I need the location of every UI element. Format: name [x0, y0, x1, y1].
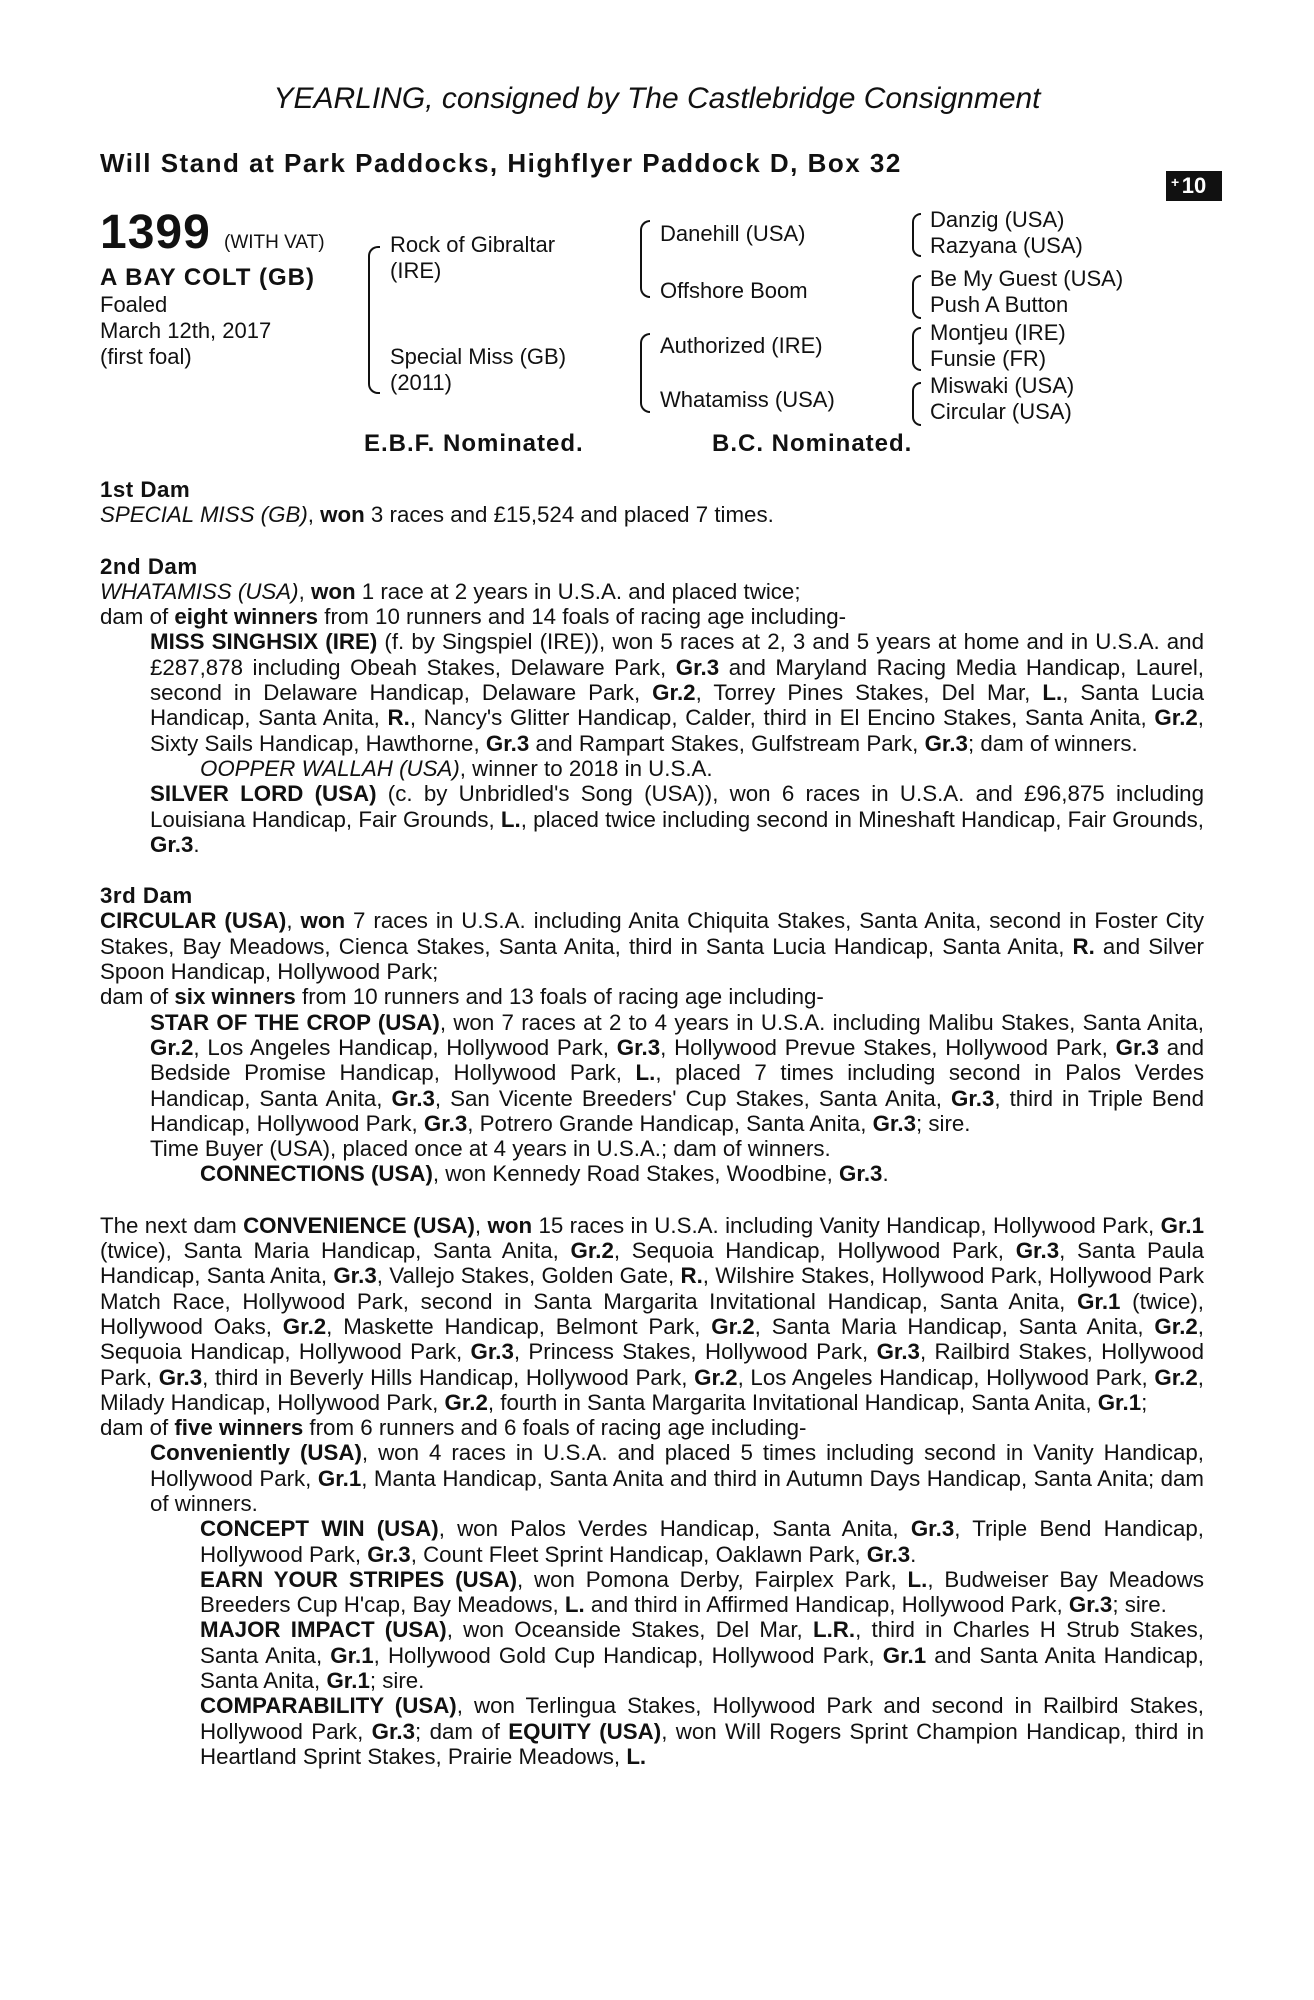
- text-run: , won 4 races in U.S.A. and placed 5 times including second in Vanity Handicap, Hollywood Park,: [150, 1440, 1204, 1491]
- text-run: (f. by Singspiel (IRE)), won 5 races at 2, 3 and 5 years at home and in U.S.A. and £287,878 including Obeah Stakes, Delaware Park,: [150, 629, 1204, 680]
- text-run: , Princess Stakes, Hollywood Park,: [513, 1339, 877, 1365]
- text-run: (twice), Hollywood Oaks,: [100, 1288, 1205, 1339]
- text-run: , San Vicente Breeders' Cup Stakes, Santa Anita,: [434, 1085, 951, 1111]
- runner-silver-lord: [100, 781, 1204, 857]
- runner-miss-singhsix: [100, 629, 1204, 755]
- text-run: , winner to 2018 in U.S.A.: [459, 755, 713, 781]
- bold-text: MISS SINGHSIX (IRE): [150, 629, 378, 655]
- text-run: , fourth in Santa Margarita Invitational Handicap, Santa Anita,: [487, 1389, 1098, 1415]
- sire-dam-dam: Push A Button: [930, 292, 1069, 317]
- text-run: , won Pomona Derby, Fairplex Park,: [517, 1566, 908, 1592]
- bold-text: COMPARABILITY (USA): [200, 1693, 457, 1719]
- bc-nominated: B.C. Nominated.: [712, 430, 913, 457]
- bold-text: Gr.3: [924, 730, 968, 756]
- next-dam-record: [100, 1213, 1204, 1415]
- bold-text: Gr.3: [333, 1263, 377, 1289]
- text-run: dam of: [100, 984, 175, 1010]
- text-run: , Railbird Stakes, Hollywood Park,: [100, 1339, 1204, 1390]
- text-run: (c. by Unbridled's Song (USA)), won 6 races in U.S.A. and £96,875 including Louisiana Handicap, Fair Grounds,: [150, 781, 1204, 832]
- sire-name: Rock of Gibraltar: [390, 232, 556, 257]
- bold-text: Gr.3: [1115, 1034, 1160, 1060]
- text-run: ;: [1141, 1389, 1148, 1415]
- bold-text: Gr.1: [326, 1668, 370, 1694]
- bold-text: Gr.3: [423, 1110, 468, 1136]
- text-run: from 10 runners and 13 foals of racing age including-: [295, 984, 824, 1010]
- text-run: , won Will Rogers Sprint Champion Handicap, third in Heartland Sprint Stakes, Prairie Meadows,: [200, 1718, 1205, 1769]
- bold-text: Gr.3: [470, 1339, 514, 1365]
- bold-text: L.R.: [812, 1617, 856, 1643]
- text-run: .: [910, 1541, 917, 1567]
- dam-dam-dam: Circular (USA): [930, 399, 1072, 424]
- pedigree-bracket-ss: [912, 213, 921, 257]
- bold-text: Gr.3: [872, 1110, 916, 1136]
- text-run: , won Oceanside Stakes, Del Mar,: [446, 1617, 813, 1643]
- text-run: , third in Triple Bend Handicap, Hollywood Park,: [150, 1085, 1204, 1136]
- bold-text: Conveniently (USA): [150, 1440, 362, 1466]
- bold-text: CONNECTIONS (USA): [200, 1161, 433, 1187]
- text-run: .: [882, 1161, 889, 1187]
- bold-text: Gr.1: [1160, 1212, 1204, 1238]
- text-run: ; sire.: [369, 1668, 425, 1694]
- foaled-note: (first foal): [100, 344, 192, 369]
- text-run: , Count Fleet Sprint Handicap, Oaklawn Park,: [410, 1541, 867, 1567]
- italic-text: OOPPER WALLAH (USA): [200, 755, 460, 781]
- text-run: .: [193, 831, 200, 857]
- bold-text: won: [300, 908, 346, 934]
- bold-text: five winners: [174, 1415, 304, 1441]
- foaled-info: [100, 292, 271, 370]
- bold-text: Gr.3: [950, 1085, 995, 1111]
- bold-text: STAR OF THE CROP (USA): [150, 1009, 440, 1035]
- dam-sire-dam: Funsie (FR): [930, 346, 1047, 371]
- text-run: , Hollywood Gold Cup Handicap, Hollywood Park,: [373, 1642, 883, 1668]
- first-dam-heading: 1st Dam: [100, 477, 191, 502]
- page-title: YEARLING, consigned by The Castlebridge Consignment: [273, 82, 1041, 115]
- bold-text: L.: [564, 1592, 585, 1618]
- bold-text: Gr.2: [1154, 1313, 1198, 1339]
- first-dam-name: SPECIAL MISS (GB): [100, 502, 308, 528]
- dam-dam-sire: Miswaki (USA): [930, 373, 1075, 398]
- dam-dam: Whatamiss (USA): [660, 387, 835, 412]
- text-run: and Maryland Racing Media Handicap, Laurel, second in Delaware Handicap, Delaware Park,: [150, 654, 1204, 706]
- first-dam-won: won: [320, 502, 365, 528]
- text-run: , Santa Lucia Handicap, Santa Anita,: [150, 680, 1205, 731]
- text-run: , won Palos Verdes Handicap, Santa Anita,: [438, 1516, 911, 1542]
- text-run: , Maskette Handicap, Belmont Park,: [326, 1313, 712, 1339]
- bold-text: Gr.3: [1015, 1238, 1060, 1264]
- text-run: , Milady Handicap, Hollywood Park,: [100, 1364, 1204, 1415]
- third-dam-heading: 3rd Dam: [100, 883, 193, 909]
- text-run: , Hollywood Prevue Stakes, Hollywood Park,: [660, 1034, 1116, 1060]
- stand-location: Will Stand at Park Paddocks, Highflyer Paddock D, Box 32: [100, 148, 902, 178]
- text-run: , won Kennedy Road Stakes, Woodbine,: [432, 1161, 840, 1187]
- second-dam-line1: [100, 579, 1204, 604]
- text-run: , won Terlingua Stakes, Hollywood Park and second in Railbird Stakes, Hollywood Park,: [200, 1693, 1204, 1744]
- second-dam-won: won: [311, 578, 356, 604]
- bold-text: Gr.2: [282, 1313, 327, 1339]
- bold-text: Gr.2: [652, 680, 696, 706]
- pedigree-bracket-sd: [912, 275, 921, 319]
- text-run: , Sixty Sails Handicap, Hawthorne,: [150, 705, 1204, 756]
- text-run: ,: [474, 1212, 488, 1238]
- catalogue-body: [100, 477, 1204, 1769]
- text-run: , Wilshire Stakes, Hollywood Park, Hollywood Park Match Race, Hollywood Park, second in Santa Margarita Invitational Handicap, Santa Anita,: [100, 1263, 1204, 1314]
- text-run: , placed twice including second in Mineshaft Handicap, Fair Grounds,: [520, 806, 1204, 832]
- bold-text: Gr.1: [317, 1465, 362, 1491]
- bold-text: Gr.3: [616, 1034, 661, 1060]
- text-run: and Bedside Promise Handicap, Hollywood Park,: [150, 1034, 1204, 1086]
- bold-text: L.: [1042, 680, 1063, 706]
- bold-text: Gr.3: [866, 1541, 911, 1567]
- bold-text: R.: [680, 1263, 703, 1289]
- bold-text: Gr.3: [158, 1364, 203, 1390]
- text-run: , Santa Maria Handicap, Santa Anita,: [754, 1313, 1155, 1339]
- runner-comparability: [100, 1693, 1204, 1769]
- text-run: , Los Angeles Handicap, Hollywood Park,: [193, 1034, 617, 1060]
- text-run: , Santa Paula Handicap, Santa Anita,: [100, 1238, 1204, 1289]
- runner-earn-your-stripes: [100, 1567, 1204, 1618]
- text-run: dam of: [100, 1415, 175, 1441]
- runner-connections: [100, 1161, 1204, 1186]
- bold-text: CIRCULAR (USA): [100, 908, 287, 934]
- bold-text: Gr.3: [876, 1339, 920, 1365]
- second-dam-l2c: from 10 runners and 14 foals of racing age including-: [318, 604, 847, 630]
- text-run: , placed 7 times including second in Palos Verdes Handicap, Santa Anita,: [150, 1060, 1204, 1111]
- bold-text: Gr.1: [330, 1642, 374, 1668]
- bold-text: L.: [635, 1060, 656, 1086]
- bold-text: Gr.2: [711, 1313, 755, 1339]
- sire-dam: Offshore Boom: [660, 278, 808, 303]
- text-run: and third in Affirmed Handicap, Hollywood Park,: [584, 1592, 1069, 1618]
- bold-text: Gr.3: [485, 730, 530, 756]
- text-run: ; sire.: [915, 1110, 971, 1136]
- second-dam-l2a: dam of: [100, 604, 175, 630]
- pedigree-bracket-main: [368, 246, 380, 394]
- second-dam-line2: [100, 604, 1204, 629]
- dam: [390, 344, 566, 396]
- bold-text: Gr.2: [694, 1364, 738, 1390]
- text-run: The next dam: [100, 1212, 244, 1238]
- foaled-label: Foaled: [100, 292, 168, 317]
- bold-text: Gr.3: [367, 1541, 411, 1567]
- text-run: (twice), Santa Maria Handicap, Santa Anita,: [100, 1238, 571, 1264]
- bold-text: L.: [500, 806, 521, 832]
- text-run: , Los Angeles Handicap, Hollywood Park,: [737, 1364, 1155, 1390]
- dam-year: (2011): [390, 370, 452, 395]
- text-run: , Potrero Grande Handicap, Santa Anita,: [467, 1110, 873, 1136]
- bold-text: Gr.3: [391, 1085, 435, 1111]
- second-dam-heading: 2nd Dam: [100, 553, 198, 579]
- foaled-date: March 12th, 2017: [100, 318, 272, 343]
- second-dam-sep: ,: [298, 578, 311, 604]
- text-run: , Sequoia Handicap, Hollywood Park,: [613, 1238, 1016, 1264]
- bold-text: Gr.3: [910, 1516, 955, 1542]
- bold-text: Gr.2: [1154, 1364, 1198, 1390]
- bold-text: Gr.2: [570, 1238, 614, 1264]
- second-dam-winners: eight winners: [174, 604, 319, 630]
- second-dam-name: WHATAMISS (USA): [100, 578, 299, 604]
- lot-number: 1399: [100, 206, 211, 259]
- pedigree-bracket-sire: [640, 220, 650, 298]
- sire: [390, 232, 555, 284]
- second-dam-record: 1 race at 2 years in U.S.A. and placed twice;: [355, 578, 801, 604]
- bold-text: EQUITY (USA): [508, 1718, 662, 1744]
- bold-text: CONVENIENCE (USA): [243, 1212, 475, 1238]
- text-run: and Silver Spoon Handicap, Hollywood Park;: [100, 933, 1204, 985]
- bold-text: Gr.2: [444, 1389, 488, 1415]
- lot-name: A BAY COLT (GB): [100, 264, 316, 291]
- runner-star-of-the-crop: [100, 1010, 1204, 1136]
- text-run: , Triple Bend Handicap, Hollywood Park,: [200, 1516, 1205, 1567]
- runner-concept-win: [100, 1516, 1204, 1567]
- text-run: , Budweiser Bay Meadows Breeders Cup H'cap, Bay Meadows,: [200, 1566, 1204, 1618]
- runner-oopper-wallah: [100, 756, 1204, 781]
- text-run: , Sequoia Handicap, Hollywood Park,: [100, 1313, 1204, 1365]
- badge-number: 10: [1181, 173, 1207, 198]
- sire-dam-sire: Be My Guest (USA): [930, 266, 1124, 291]
- catalogue-badge: [1166, 171, 1222, 201]
- pedigree-bracket-ds: [912, 327, 921, 371]
- bold-text: L.: [907, 1566, 928, 1592]
- third-dam-produce: [100, 984, 1204, 1009]
- vat-label: (WITH VAT): [224, 232, 325, 253]
- badge-plus-mark: +: [1171, 174, 1180, 190]
- text-run: Time Buyer (USA), placed once at 4 years in U.S.A.; dam of winners.: [150, 1136, 831, 1162]
- bold-text: L.: [626, 1743, 647, 1769]
- sire-origin: (IRE): [390, 258, 442, 283]
- text-run: 15 races in U.S.A. including Vanity Handicap, Hollywood Park,: [532, 1212, 1161, 1238]
- runner-time-buyer: [100, 1136, 1204, 1161]
- sire-sire-sire: Danzig (USA): [930, 207, 1065, 232]
- text-run: , won 7 races at 2 to 4 years in U.S.A. including Malibu Stakes, Santa Anita,: [439, 1009, 1204, 1035]
- text-run: 7 races in U.S.A. including Anita Chiquita Stakes, Santa Anita, second in Foster City Stakes, Bay Meadows, Cienca Stakes, Santa Anita, third in Santa Lucia Handicap, Santa Anita,: [100, 908, 1204, 959]
- text-run: ,: [286, 908, 301, 934]
- bold-text: six winners: [174, 984, 296, 1010]
- sire-sire: Danehill (USA): [660, 221, 806, 246]
- bold-text: SILVER LORD (USA): [150, 781, 377, 807]
- sire-sire-dam: Razyana (USA): [930, 233, 1083, 258]
- next-dam-produce: [100, 1415, 1204, 1440]
- bold-text: Gr.1: [1097, 1389, 1142, 1415]
- text-run: ; dam of: [415, 1718, 509, 1744]
- bold-text: Gr.3: [1068, 1592, 1113, 1618]
- dam-sire: Authorized (IRE): [660, 333, 823, 358]
- text-run: and Santa Anita Handicap, Santa Anita,: [200, 1642, 1204, 1694]
- bold-text: Gr.2: [150, 1034, 194, 1060]
- bold-text: Gr.3: [371, 1718, 416, 1744]
- text-run: , Nancy's Glitter Handicap, Calder, third in El Encino Stakes, Santa Anita,: [409, 705, 1155, 731]
- dam-name: Special Miss (GB): [390, 344, 567, 369]
- first-dam-text: SPECIAL MISS (GB), won 3 races and £15,524 and placed 7 times.: [100, 502, 774, 528]
- bold-text: Gr.1: [1077, 1288, 1121, 1314]
- bold-text: R.: [1072, 933, 1095, 959]
- text-run: , Manta Handicap, Santa Anita and third in Autumn Days Handicap, Santa Anita; dam of winners.: [150, 1465, 1204, 1516]
- bold-text: MAJOR IMPACT (USA): [200, 1617, 447, 1643]
- text-run: and Rampart Stakes, Gulfstream Park,: [529, 730, 925, 756]
- text-run: , third in Charles H Strub Stakes, Santa Anita,: [200, 1617, 1204, 1668]
- text-run: ; dam of winners.: [967, 730, 1138, 756]
- text-run: from 6 runners and 6 foals of racing age including-: [303, 1415, 807, 1441]
- ebf-nominated: E.B.F. Nominated.: [364, 430, 584, 457]
- bold-text: CONCEPT WIN (USA): [200, 1516, 439, 1542]
- bold-text: EARN YOUR STRIPES (USA): [200, 1566, 518, 1592]
- bold-text: Gr.3: [675, 654, 720, 680]
- pedigree-bracket-dam: [640, 333, 650, 413]
- bold-text: Gr.3: [150, 831, 194, 857]
- text-run: , third in Beverly Hills Handicap, Hollywood Park,: [202, 1364, 695, 1390]
- pedigree-bracket-dd: [912, 382, 921, 426]
- dam-sire-sire: Montjeu (IRE): [930, 320, 1066, 345]
- runner-major-impact: [100, 1617, 1204, 1693]
- first-dam-record: 3 races and £15,524 and placed 7 times.: [364, 502, 774, 528]
- bold-text: won: [487, 1212, 533, 1238]
- third-dam-record: [100, 908, 1204, 984]
- text-run: ; sire.: [1112, 1592, 1167, 1618]
- bold-text: Gr.1: [882, 1642, 927, 1668]
- bold-text: R.: [387, 705, 410, 731]
- runner-conveniently: [100, 1440, 1204, 1516]
- bold-text: Gr.3: [839, 1161, 883, 1187]
- text-run: , Torrey Pines Stakes, Del Mar,: [695, 680, 1043, 706]
- bold-text: Gr.2: [1154, 705, 1198, 731]
- text-run: , Vallejo Stakes, Golden Gate,: [376, 1263, 681, 1289]
